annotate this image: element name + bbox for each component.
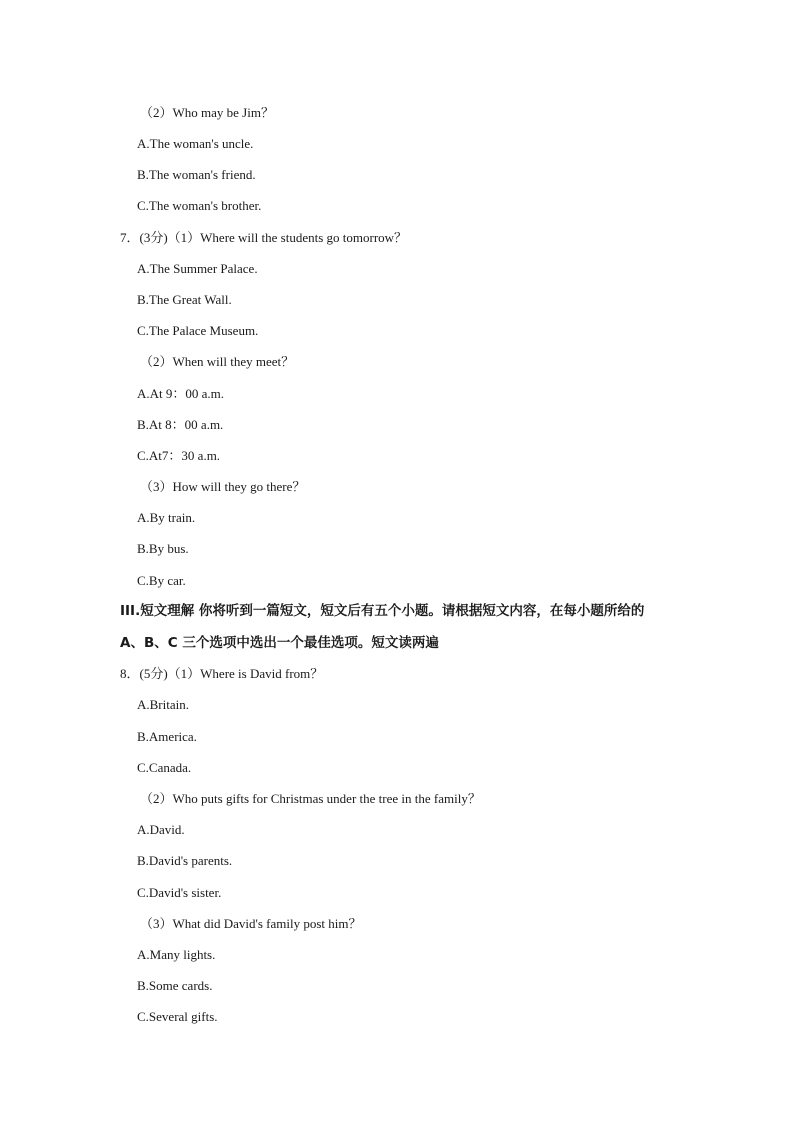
q8-sub2-option-a: A.David. [137, 822, 185, 837]
q8-sub3-option-b: B.Some cards. [137, 978, 213, 993]
section3-instruction-line1: III.短文理解 你将听到一篇短文，短文后有五个小题。请根据短文内容，在每小题所给的 [120, 603, 645, 619]
q7-sub3-option-a: A.By train. [137, 510, 196, 525]
q8-sub3-option-c: C.Several gifts. [137, 1009, 218, 1024]
q8-sub2-question: （2）Who puts gifts for Christmas under the tree in the family？ [140, 791, 481, 806]
q7-sub3-question: （3）How will they go there？ [140, 479, 306, 494]
q7-sub1-option-a: A.The Summer Palace. [137, 261, 258, 276]
q6-sub2-question: （2）Who may be Jim？ [140, 105, 274, 120]
q8-sub2-option-b: B.David's parents. [137, 853, 233, 868]
q7-sub2-question: （2）When will they meet？ [140, 354, 295, 369]
q6-sub2-option-b: B.The woman's friend. [137, 167, 256, 182]
q7-sub1-option-c: C.The Palace Museum. [137, 323, 259, 338]
q8-sub1-option-c: C.Canada. [137, 760, 192, 775]
q7-sub1-option-b: B.The Great Wall. [137, 292, 232, 307]
q7-sub3-option-b: B.By bus. [137, 541, 189, 556]
q6-sub2-option-a: A.The woman's uncle. [137, 136, 254, 151]
q7-sub2-option-a: A.At 9：00 a.m. [137, 386, 225, 401]
q7-header: 7．(3分)（1）Where will the students go tomorrow？ [120, 230, 408, 245]
q7-sub2-option-c: C.At7：30 a.m. [137, 448, 221, 463]
q8-header: 8．(5分)（1）Where is David from？ [120, 666, 324, 681]
section3-instruction-line2: A、B、C 三个选项中选出一个最佳选项。短文读两遍 [120, 635, 439, 651]
q8-sub3-option-a: A.Many lights. [137, 947, 216, 962]
q8-sub1-option-a: A.Britain. [137, 697, 189, 712]
q8-sub3-question: （3）What did David's family post him？ [140, 916, 362, 931]
q6-sub2-option-c: C.The woman's brother. [137, 198, 262, 213]
q7-sub2-option-b: B.At 8：00 a.m. [137, 417, 224, 432]
q8-sub2-option-c: C.David's sister. [137, 885, 222, 900]
q8-sub1-option-b: B.America. [137, 729, 197, 744]
q7-sub3-option-c: C.By car. [137, 573, 186, 588]
